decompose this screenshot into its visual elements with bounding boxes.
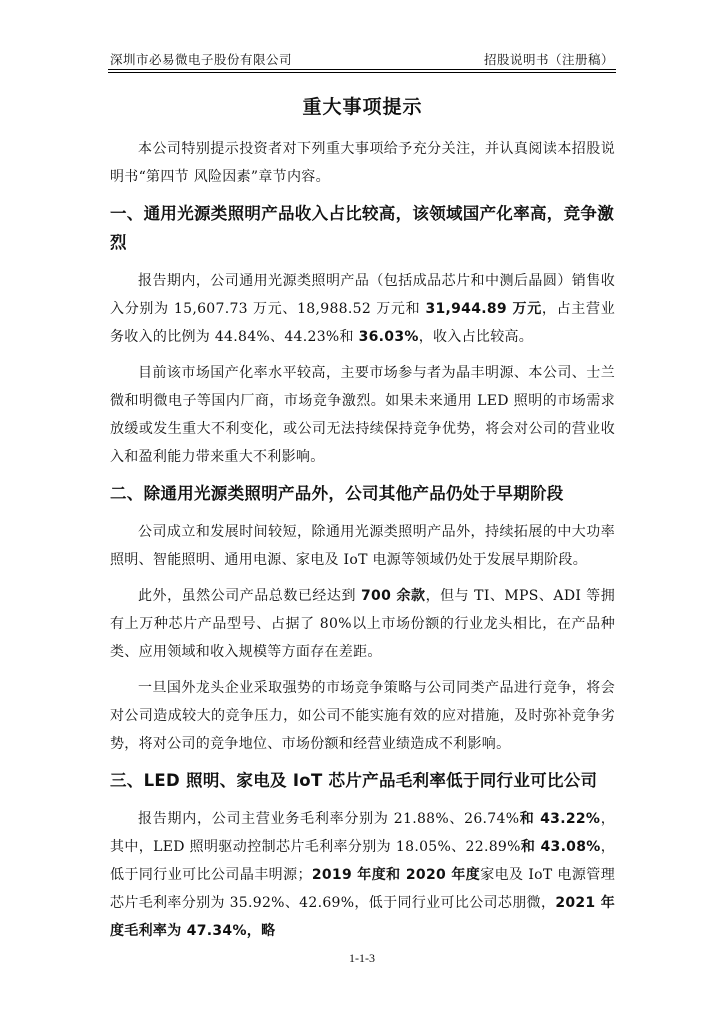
bold-figure: 700 余款	[360, 588, 426, 604]
section-1-paragraph-2: 目前该市场国产化率水平较高，主要市场参与者为晶丰明源、本公司、士兰微和明微电子等国内厂商，市场竞争激烈。如果未来通用 LED 照明的市场需求放缓或发生重大不利变化，或公司无法持续保持竞争优势，将会对公司的营业收入和盈利能力带来重大不利影响。	[110, 365, 615, 465]
header-document-type: 招股说明书（注册稿）	[483, 52, 614, 67]
header-rule-thick	[108, 69, 616, 70]
section-1-heading: 一、通用光源类照明产品收入占比较高，该领域国产化率高，竞争激烈	[110, 204, 614, 252]
page-number: 1-1-3	[349, 951, 375, 965]
section-2-paragraph-3: 一旦国外龙头企业采取强势的市场竞争策略与公司同类产品进行竞争，将会对公司造成较大的竞争压力，如公司不能实施有效的应对措施，及时弥补竞争劣势，将对公司的竞争地位、市场份额和经营业绩造成不利影响。	[110, 680, 615, 752]
bold-figure: 2019 年度和 2020 年度	[311, 867, 481, 883]
section-2-heading: 二、除通用光源类照明产品外，公司其他产品仍处于早期阶段	[110, 484, 564, 503]
bold-figure: 和 43.08%	[520, 839, 601, 855]
section-3-heading: 三、LED 照明、家电及 IoT 芯片产品毛利率低于同行业可比公司	[110, 771, 598, 790]
text-run: ，低于同行业可比公司晶丰明源；	[110, 839, 615, 883]
intro-paragraph: 本公司特别提示投资者对下列重大事项给予充分关注，并认真阅读本招股说明书“第四节 风险因素”章节内容。	[110, 141, 615, 185]
text-run: 家电及 IoT 电源管理芯片毛利率分别为 35.92%、42.69%，低于同行业可比公司芯朋微，	[110, 867, 616, 911]
page-title: 重大事项提示	[302, 96, 423, 118]
text-run: ，收入占比较高。	[418, 329, 534, 345]
text-run: 此外，虽然公司产品总数已经达到	[138, 588, 361, 604]
bold-figure: 36.03%	[358, 329, 419, 345]
bold-figure: 31,944.89 万元	[425, 301, 542, 317]
section-2-paragraph-1: 公司成立和发展时间较短，除通用光源类照明产品外，持续拓展的中大功率照明、智能照明、通用电源、家电及 IoT 电源等领域仍处于发展早期阶段。	[110, 524, 615, 568]
text-run: 报告期内，公司主营业务毛利率分别为 21.88%、26.74%	[138, 811, 520, 827]
header-company-name: 深圳市必易微电子股份有限公司	[110, 52, 293, 67]
text-run: ，其中，LED 照明驱动控制芯片毛利率分别为 18.05%、22.89%	[110, 811, 615, 855]
text-run: ，占主营业务收入的比例为 44.84%、44.23%和	[110, 301, 615, 345]
header-rule-thin	[108, 72, 616, 73]
section-3-paragraph-1	[110, 805, 615, 945]
section-2-paragraph-2	[110, 582, 615, 666]
bold-figure: 和 43.22%	[519, 811, 601, 827]
bold-figure: 2021 年度毛利率为 47.34%，略	[110, 895, 616, 939]
text-run: 报告期内，公司通用光源类照明产品（包括成品芯片和中测后晶圆）销售收入分别为 15,607.73 万元、18,988.52 万元和	[110, 273, 615, 317]
text-run: ，但与 TI、MPS、ADI 等拥有上万种芯片产品型号、占据了 80%以上市场份额的行业龙头相比，在产品种类、应用领域和收入规模等方面存在差距。	[110, 588, 616, 660]
page-header	[110, 48, 614, 68]
page-content	[110, 92, 615, 953]
section-1-paragraph-1	[110, 267, 615, 351]
